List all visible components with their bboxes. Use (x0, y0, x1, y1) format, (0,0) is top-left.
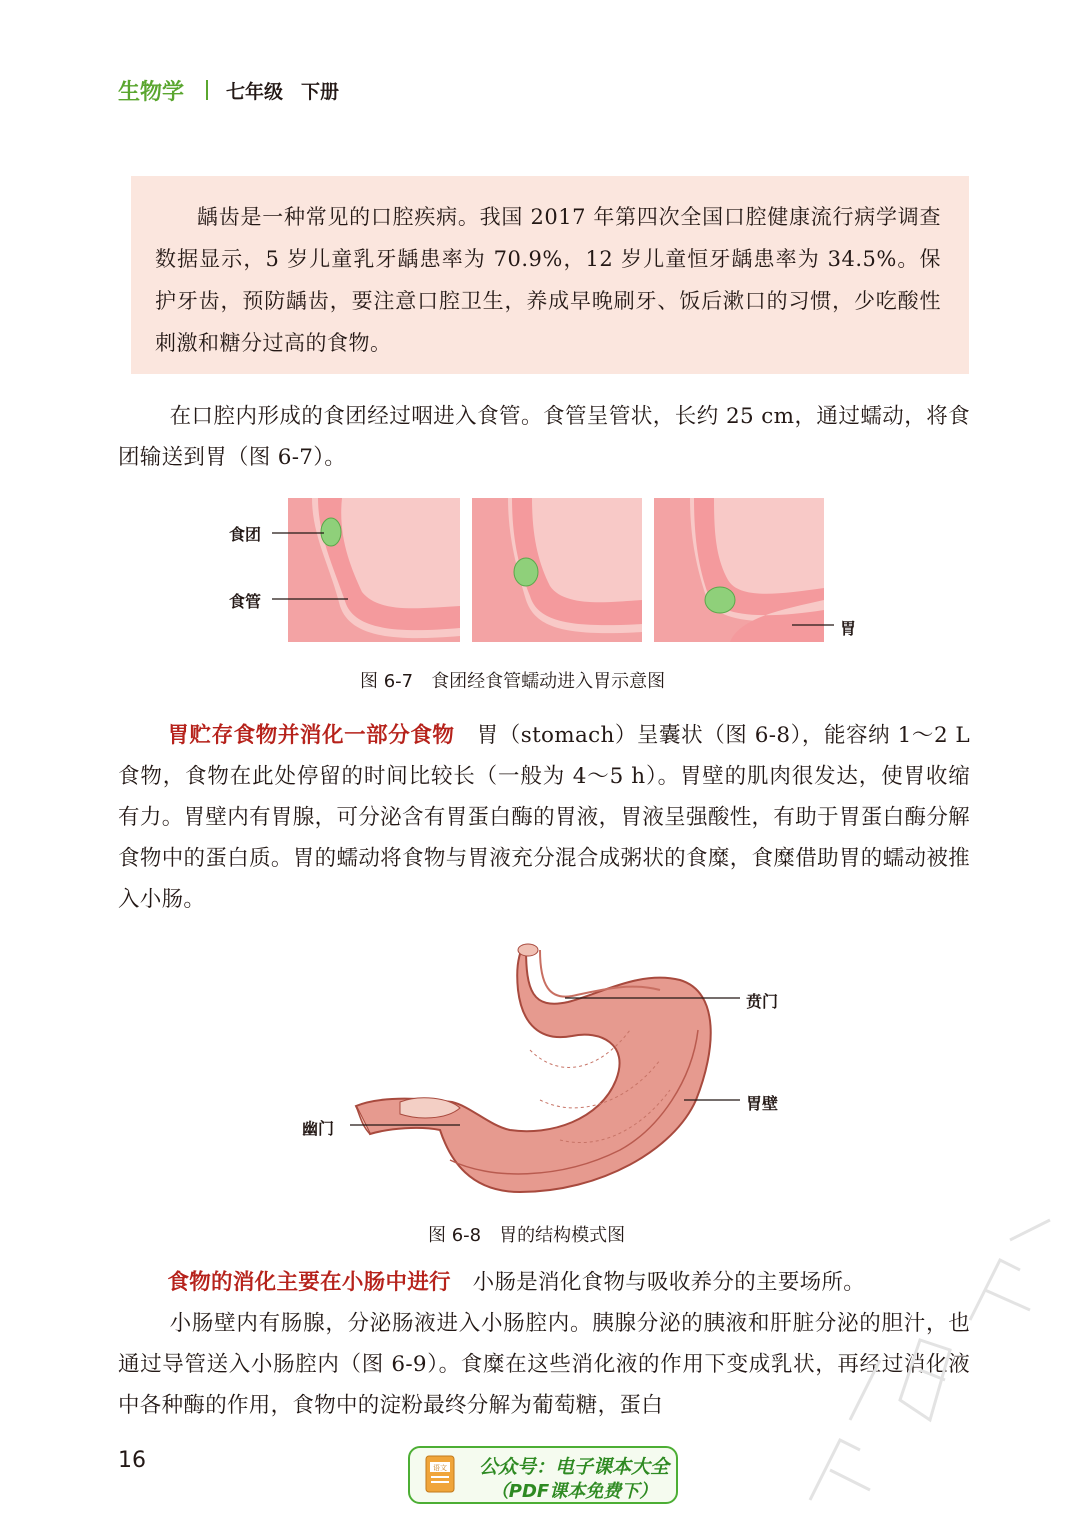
intestine-text-1: 小肠是消化食物与吸收养分的主要场所。 (472, 1270, 866, 1295)
page-number: 16 (118, 1448, 146, 1473)
label-pylorus: 幽门 (302, 1119, 335, 1138)
info-box (131, 176, 969, 374)
header-divider (206, 80, 208, 100)
figure-6-8-caption: 图 6-8 胃的结构模式图 (428, 1225, 626, 1246)
peristalsis-panel-2 (472, 498, 642, 642)
peristalsis-panel-1 (288, 498, 460, 642)
label-stomach: 胃 (840, 619, 857, 638)
page-header (118, 74, 339, 106)
label-bolus: 食团 (229, 525, 262, 544)
heading-stomach: 胃贮存食物并消化一部分食物 (167, 723, 455, 748)
label-esophagus: 食管 (229, 592, 262, 611)
label-stomach-wall: 胃壁 (746, 1094, 779, 1113)
grade-label: 七年级 (226, 80, 284, 103)
badge-line-1: 公众号：电子课本大全 (478, 1456, 669, 1478)
info-box-text: 龋齿是一种常见的口腔疾病。我国 2017 年第四次全国口腔健康流行病学调查数据显示，5 岁儿童乳牙龋患率为 70.9%，12 岁儿童恒牙龋患率为 34.5%。保护牙齿，预防龋齿，要注意口腔卫生，养成早晚刷牙、饭后漱口的习惯，少吃酸性刺激和糖分过高的食物。 (155, 205, 941, 355)
figure-6-7-caption: 图 6-7 食团经食管蠕动进入胃示意图 (360, 671, 666, 692)
figure-6-7 (220, 496, 870, 656)
book-icon (424, 1454, 460, 1496)
paragraph-stomach (118, 715, 970, 920)
volume-label: 下册 (301, 80, 340, 103)
book-icon-text: 语文 (433, 1464, 447, 1472)
paragraph-intestine: 小肠壁内有肠腺，分泌肠液进入小肠腔内。胰腺分泌的胰液和肝脏分泌的胆汁，也通过导管送入小肠腔内（图 6-9）。食糜在这些消化液的作用下变成乳状，再经过消化液中各种酶的作用，食物中的淀粉最终分解为葡萄糖，蛋白 (118, 1311, 970, 1418)
peristalsis-panel-3 (654, 498, 824, 642)
badge-line-2: （PDF课本免费下） (490, 1481, 658, 1502)
figure-6-8 (300, 930, 820, 1210)
label-cardia: 贲门 (746, 992, 779, 1011)
promo-badge (408, 1446, 678, 1504)
subject-title: 生物学 (118, 79, 185, 105)
stomach-text: 胃（stomach）呈囊状（图 6-8），能容纳 1～2 L 食物，食物在此处停留的时间比较长（一般为 4～5 h）。胃壁的肌肉很发达，使胃收缩有力。胃壁内有胃腺，可分泌含有胃蛋白酶的胃液，胃液呈强酸性，有助于胃蛋白酶分解食物中的蛋白质。胃的蠕动将食物与胃液充分混合成粥状的食糜，食糜借助胃的蠕动被推入小肠。 (118, 723, 970, 912)
paragraph-esophagus: 在口腔内形成的食团经过咽进入食管。食管呈管状，长约 25 cm，通过蠕动，将食团输送到胃（图 6-7）。 (118, 404, 970, 470)
stomach-illustration (356, 944, 711, 1192)
heading-intestine: 食物的消化主要在小肠中进行 (167, 1270, 451, 1295)
publisher-watermark (770, 1200, 1070, 1530)
